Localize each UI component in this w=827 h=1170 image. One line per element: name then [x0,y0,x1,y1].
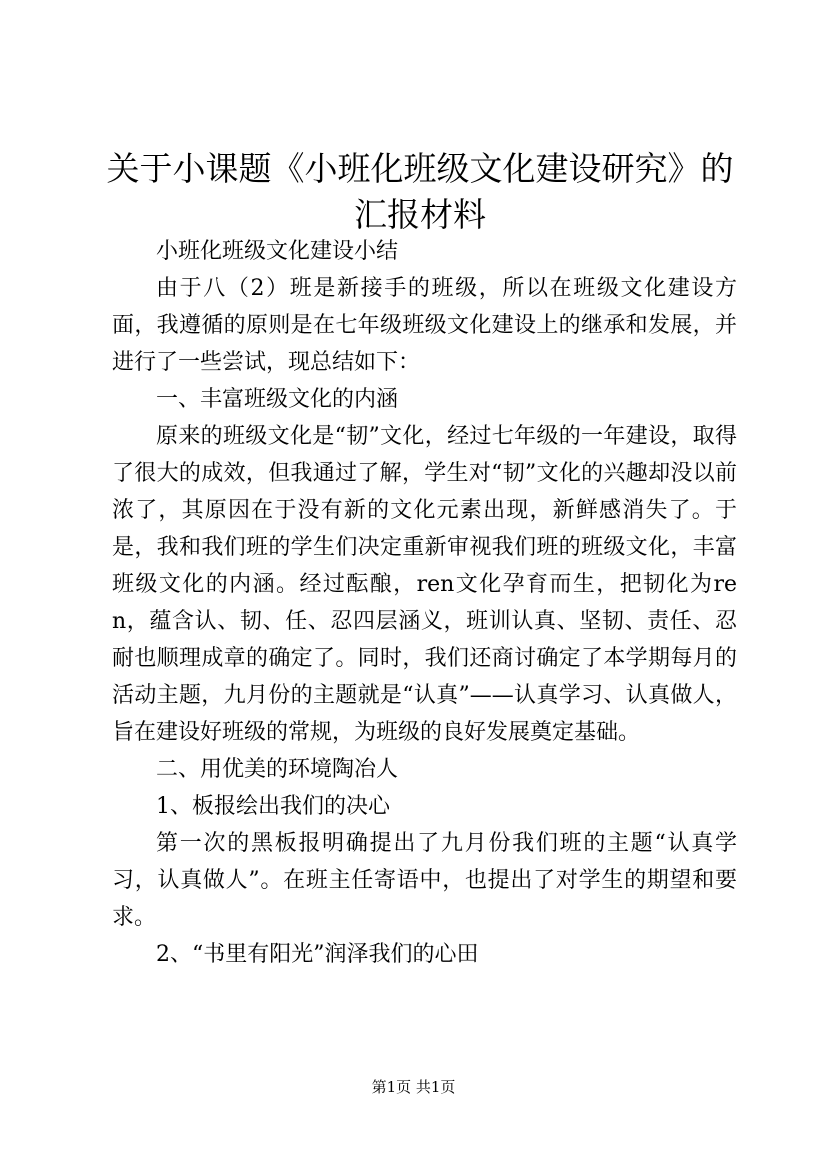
section-heading-1: 一、丰富班级文化的内涵 [156,387,399,412]
paragraph-subtitle: 小班化班级文化建设小结 [156,239,399,264]
page-footer: 第1页 共1页 [371,1078,456,1096]
section-heading-2: 二、用优美的环境陶冶人 [156,757,399,782]
paragraph-intro: 由于八（2）班是新接手的班级，所以在班级文化建设方面，我遵循的原则是在七年级班级文化建设上的继承和发展，并进行了一些尝试，现总结如下： [112,276,737,375]
paragraph-blackboard: 第一次的黑板报明确提出了九月份我们班的主题“认真学习，认真做人”。在班主任寄语中，也提出了对学生的期望和要求。 [112,831,737,930]
paragraph-culture: 原来的班级文化是“韧”文化，经过七年级的一年建设，取得了很大的成效，但我通过了解，学生对“韧”文化的兴趣却没以前浓了，其原因在于没有新的文化元素出现，新鲜感消失了。于是，我和我们班的学生们决定重新审视我们班的班级文化，丰富班级文化的内涵。经过酝酿，ren文化孕育而生，把韧化为ren，蕴含认、韧、任、忍四层涵义，班训认真、坚韧、责任、忍耐也顺理成章的确定了。同时，我们还商讨确定了本学期每月的活动主题，九月份的主题就是“认真”——认真学习、认真做人，旨在建设好班级的常规，为班级的良好发展奠定基础。 [112,424,737,745]
subsection-heading-1: 1、板报绘出我们的决心 [156,794,390,819]
subsection-heading-2: 2、“书里有阳光”润泽我们的心田 [156,942,479,967]
document-title: 关于小课题《小班化班级文化建设研究》的汇报材料 [106,149,734,234]
document-body [112,233,737,973]
